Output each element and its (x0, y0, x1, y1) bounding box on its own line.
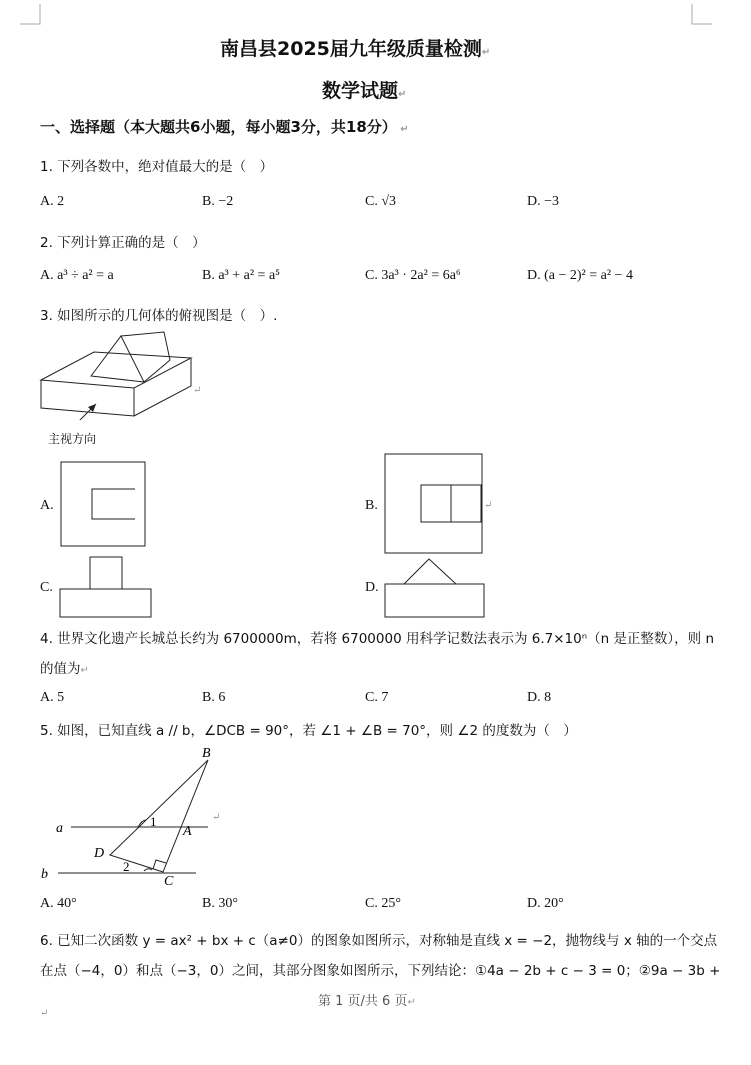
q5-option-d: D. 20° (527, 896, 564, 911)
q1-option-a: A. 2 (40, 194, 65, 209)
line-a-label: a (56, 821, 63, 836)
q4-option-a: A. 5 (40, 690, 65, 705)
q2-stem: 2. 下列计算正确的是（ ） (40, 235, 206, 251)
q4-stem-line1: 4. 世界文化遗产长城总长约为 6700000m，若将 6700000 用科学记数法表示为 6.7×10ⁿ（n 是正整数），则 n (40, 631, 715, 647)
q2-option-c: C. 3a³ · 2a² = 6a⁶ (365, 268, 461, 283)
exam-subtitle: 数学试题↵ (322, 80, 407, 102)
q3-view-caption: 主视方向 (48, 432, 97, 446)
q3-label-d: D. (365, 580, 379, 595)
q1-option-d: D. −3 (527, 194, 560, 209)
q5-stem: 5. 如图，已知直线 a // b，∠DCB = 90°，若 ∠1 + ∠B = 70°，则 ∠2 的度数为（ ） (40, 723, 577, 739)
q4-stem-line2: 的值为↵ (40, 661, 89, 677)
q3-option-d-figure (384, 556, 486, 619)
q3-solid-figure (36, 330, 206, 420)
q4-option-d: D. 8 (527, 690, 552, 705)
page-footer: 第 1 页/共 6 页↵ (318, 994, 416, 1009)
point-c-label: C (164, 874, 174, 889)
q4-option-c: C. 7 (365, 690, 389, 705)
q1-option-b: B. −2 (202, 194, 234, 209)
section-heading: 一、选择题（本大题共6小题，每小题3分，共18分） ↵ (40, 118, 409, 136)
q5-option-c: C. 25° (365, 896, 401, 911)
point-d-label: D (94, 846, 105, 861)
q1-option-c: C. √3 (365, 194, 397, 209)
point-a-label: A (183, 824, 192, 839)
exam-title: 南昌县2025届九年级质量检测↵ (220, 38, 491, 60)
q5-geometry-figure (36, 740, 236, 890)
corner-marks (0, 0, 751, 30)
q2-option-b: B. a³ + a² = a⁵ (202, 268, 281, 283)
q2-option-d: D. (a − 2)² = a² − 4 (527, 268, 633, 283)
q1-stem: 1. 下列各数中，绝对值最大的是（ ） (40, 159, 274, 175)
q3-label-b: B. (365, 498, 378, 513)
q5-option-b: B. 30° (202, 896, 238, 911)
q4-option-b: B. 6 (202, 690, 226, 705)
q3-label-c: C. (40, 580, 53, 595)
q3-option-a-figure (60, 461, 148, 549)
q6-line2: 在点（−4，0）和点（−3，0）之间，其部分图象如图所示，下列结论：①4a − 2b + c − 3 = 0；②9a − 3b + (40, 963, 721, 979)
line-b-label: b (41, 867, 48, 882)
q5-option-a: A. 40° (40, 896, 77, 911)
q6-line1: 6. 已知二次函数 y = ax² + bx + c（a≠0）的图象如图所示，对称轴是直线 x = −2，抛物线与 x 轴的一个交点 (40, 933, 718, 949)
point-b-label: B (202, 746, 211, 761)
q3-stem: 3. 如图所示的几何体的俯视图是（ ）. (40, 308, 278, 324)
q3-option-c-figure (59, 556, 154, 619)
q2-option-a: A. a³ ÷ a² = a (40, 268, 114, 283)
q3-label-a: A. (40, 498, 54, 513)
angle-1-label: 1 (150, 814, 157, 829)
angle-2-label: 2 (123, 859, 130, 874)
q3-option-b-figure (384, 453, 484, 555)
